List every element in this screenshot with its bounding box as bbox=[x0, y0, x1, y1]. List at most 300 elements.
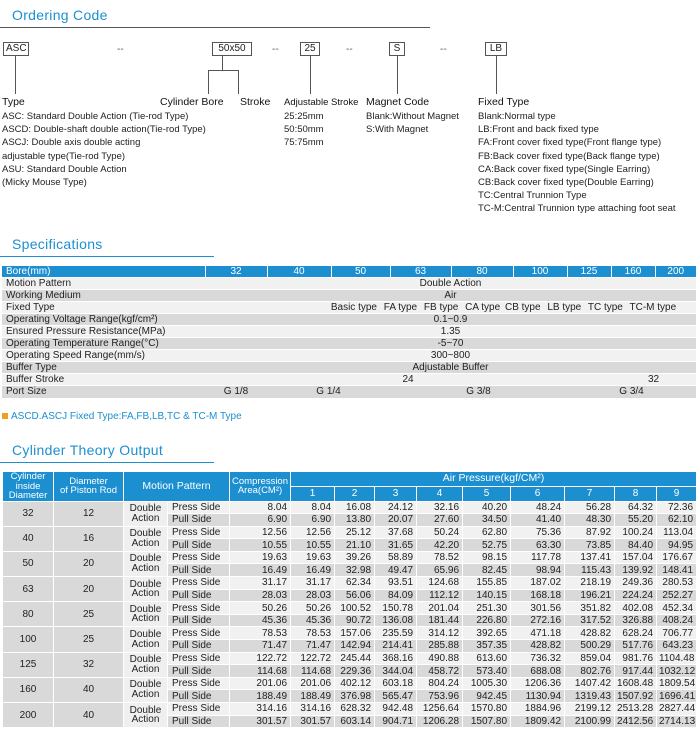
press-value: 402.12 bbox=[335, 677, 375, 690]
rod-cell: 32 bbox=[54, 652, 124, 677]
spec-value: Adjustable Buffer bbox=[205, 362, 696, 374]
pull-value: 408.24 bbox=[657, 614, 697, 627]
press-value: 40.20 bbox=[463, 501, 511, 514]
press-value: 72.36 bbox=[657, 501, 697, 514]
press-value: 368.16 bbox=[375, 652, 417, 665]
press-value: 37.68 bbox=[375, 526, 417, 539]
press-value: 187.02 bbox=[511, 577, 565, 590]
rod-header-line: Diameter bbox=[69, 475, 108, 487]
spec-port: G 1/4 bbox=[267, 386, 390, 398]
theory-row-press bbox=[3, 652, 697, 665]
pull-value: 45.36 bbox=[291, 614, 335, 627]
rod-cell: 40 bbox=[54, 703, 124, 728]
motion-line: Action bbox=[131, 613, 160, 625]
pull-value: 32.98 bbox=[335, 564, 375, 577]
pull-value: 31.65 bbox=[375, 539, 417, 552]
pull-value: 16.49 bbox=[291, 564, 335, 577]
type-heading: Type bbox=[2, 96, 25, 108]
pull-value: 16.49 bbox=[230, 564, 291, 577]
press-value: 1104.48 bbox=[657, 652, 697, 665]
area-header-line: Area(CM²) bbox=[237, 485, 283, 497]
press-side-label: Press Side bbox=[168, 551, 230, 564]
press-value: 19.63 bbox=[291, 551, 335, 564]
pressure-col: 1 bbox=[291, 486, 335, 501]
press-value: 428.82 bbox=[565, 627, 615, 640]
motion-cell bbox=[124, 652, 168, 677]
press-value: 93.51 bbox=[375, 577, 417, 590]
press-value: 176.67 bbox=[657, 551, 697, 564]
specifications-rule bbox=[0, 256, 214, 257]
press-value: 50.26 bbox=[291, 602, 335, 615]
spec-bore: 32 bbox=[205, 266, 267, 278]
bore-cell: 200 bbox=[3, 703, 54, 728]
press-value: 75.36 bbox=[511, 526, 565, 539]
press-value: 122.72 bbox=[291, 652, 335, 665]
connector-bore-stem bbox=[222, 56, 223, 70]
pull-value: 1319.43 bbox=[565, 690, 615, 703]
bore-cell: 63 bbox=[3, 577, 54, 602]
spec-value: Double Action bbox=[205, 278, 696, 290]
motion-cell bbox=[124, 501, 168, 526]
motion-cell bbox=[124, 602, 168, 627]
rod-cell: 20 bbox=[54, 551, 124, 576]
spec-header-label: Bore(mm) bbox=[2, 266, 205, 278]
pull-value: 56.06 bbox=[335, 589, 375, 602]
press-value: 157.06 bbox=[335, 627, 375, 640]
pull-value: 2412.56 bbox=[615, 715, 657, 728]
pull-value: 112.12 bbox=[417, 589, 463, 602]
pull-value: 62.10 bbox=[657, 514, 697, 527]
press-value: 249.36 bbox=[615, 577, 657, 590]
motion-cell bbox=[124, 703, 168, 728]
theory-row-press bbox=[3, 501, 697, 514]
spec-label: Buffer Type bbox=[2, 362, 205, 374]
press-value: 117.78 bbox=[511, 551, 565, 564]
press-value: 452.34 bbox=[657, 602, 697, 615]
fixed-type-item: CA type bbox=[465, 302, 501, 313]
pull-value: 753.96 bbox=[417, 690, 463, 703]
press-value: 64.32 bbox=[615, 501, 657, 514]
press-value: 402.08 bbox=[615, 602, 657, 615]
press-value: 1608.48 bbox=[615, 677, 657, 690]
theory-row-press bbox=[3, 703, 697, 716]
adj-stroke-line: 25:25mm bbox=[284, 111, 324, 122]
press-value: 58.89 bbox=[375, 551, 417, 564]
press-value: 981.76 bbox=[615, 652, 657, 665]
press-value: 78.53 bbox=[291, 627, 335, 640]
press-value: 8.04 bbox=[291, 501, 335, 514]
press-value: 12.56 bbox=[230, 526, 291, 539]
pull-value: 285.88 bbox=[417, 640, 463, 653]
press-value: 50.24 bbox=[417, 526, 463, 539]
pull-value: 688.08 bbox=[511, 665, 565, 678]
press-value: 122.72 bbox=[230, 652, 291, 665]
spec-value: Air bbox=[205, 290, 696, 302]
pull-value: 34.50 bbox=[463, 514, 511, 527]
press-value: 39.26 bbox=[335, 551, 375, 564]
pull-side-label: Pull Side bbox=[168, 690, 230, 703]
motion-line: Action bbox=[131, 714, 160, 726]
pull-value: 115.43 bbox=[565, 564, 615, 577]
press-value: 56.28 bbox=[565, 501, 615, 514]
pull-value: 140.15 bbox=[463, 589, 511, 602]
fixed-type-note bbox=[2, 411, 242, 422]
code-dash-4: -- bbox=[440, 44, 447, 55]
pull-value: 6.90 bbox=[291, 514, 335, 527]
pull-value: 224.24 bbox=[615, 589, 657, 602]
spec-bore: 50 bbox=[331, 266, 390, 278]
pull-value: 49.47 bbox=[375, 564, 417, 577]
press-value: 280.53 bbox=[657, 577, 697, 590]
spec-row bbox=[2, 338, 696, 350]
stroke-heading: Stroke bbox=[240, 96, 271, 108]
type-line: (Micky Mouse Type) bbox=[2, 177, 87, 189]
pull-value: 98.94 bbox=[511, 564, 565, 577]
fixed-line: CA:Back cover fixed type(Single Earring) bbox=[478, 163, 651, 175]
pull-value: 357.35 bbox=[463, 640, 511, 653]
spec-row bbox=[2, 362, 696, 374]
press-value: 62.34 bbox=[335, 577, 375, 590]
press-value: 351.82 bbox=[565, 602, 615, 615]
press-value: 12.56 bbox=[291, 526, 335, 539]
motion-header: Motion Pattern bbox=[124, 472, 230, 502]
type-line: ASCJ: Double axis double acting bbox=[2, 137, 141, 149]
motion-cell bbox=[124, 526, 168, 551]
pull-value: 114.68 bbox=[230, 665, 291, 678]
connector-adj-stroke bbox=[310, 56, 311, 94]
pull-side-label: Pull Side bbox=[168, 640, 230, 653]
fixed-type-item: FA type bbox=[383, 302, 418, 313]
pull-side-label: Pull Side bbox=[168, 589, 230, 602]
press-value: 235.59 bbox=[375, 627, 417, 640]
press-value: 62.80 bbox=[463, 526, 511, 539]
spec-port: G 1/8 bbox=[205, 386, 267, 398]
bore-heading: Cylinder Bore bbox=[160, 96, 224, 108]
theory-row-press bbox=[3, 677, 697, 690]
pull-value: 52.75 bbox=[463, 539, 511, 552]
pull-value: 10.55 bbox=[230, 539, 291, 552]
spec-row bbox=[2, 278, 696, 290]
motion-line: Action bbox=[131, 663, 160, 675]
spec-label: Operating Speed Range(mm/s) bbox=[2, 350, 205, 362]
pull-value: 458.72 bbox=[417, 665, 463, 678]
pull-value: 196.21 bbox=[565, 589, 615, 602]
fixed-heading: Fixed Type bbox=[478, 96, 530, 108]
press-value: 392.65 bbox=[463, 627, 511, 640]
pull-value: 517.76 bbox=[615, 640, 657, 653]
press-value: 736.32 bbox=[511, 652, 565, 665]
press-value: 157.04 bbox=[615, 551, 657, 564]
pull-value: 10.55 bbox=[291, 539, 335, 552]
rod-header bbox=[54, 472, 124, 502]
theory-row-press bbox=[3, 602, 697, 615]
press-value: 31.17 bbox=[291, 577, 335, 590]
pull-value: 252.27 bbox=[657, 589, 697, 602]
pull-value: 188.49 bbox=[230, 690, 291, 703]
pull-value: 48.30 bbox=[565, 514, 615, 527]
pull-value: 802.76 bbox=[565, 665, 615, 678]
press-value: 628.32 bbox=[335, 703, 375, 716]
press-value: 98.15 bbox=[463, 551, 511, 564]
pull-value: 181.44 bbox=[417, 614, 463, 627]
spec-value: 1.35 bbox=[205, 326, 696, 338]
press-value: 50.26 bbox=[230, 602, 291, 615]
press-value: 78.52 bbox=[417, 551, 463, 564]
pressure-col: 5 bbox=[463, 486, 511, 501]
pull-value: 42.20 bbox=[417, 539, 463, 552]
rod-cell: 12 bbox=[54, 501, 124, 526]
press-side-label: Press Side bbox=[168, 501, 230, 514]
motion-line: Double bbox=[129, 654, 162, 666]
pressure-col: 3 bbox=[375, 486, 417, 501]
magnet-line: Blank:Without Magnet bbox=[366, 111, 459, 122]
code-box-adj-stroke: 25 bbox=[300, 42, 320, 56]
spec-fixed-types bbox=[205, 302, 696, 314]
press-value: 155.85 bbox=[463, 577, 511, 590]
magnet-list bbox=[366, 110, 459, 136]
press-value: 942.48 bbox=[375, 703, 417, 716]
type-line: ASU: Standard Double Action bbox=[2, 163, 127, 175]
theory-table bbox=[2, 471, 697, 728]
type-line: adjustable type(Tie-rod Type) bbox=[2, 150, 126, 162]
rod-cell: 20 bbox=[54, 577, 124, 602]
theory-header-row bbox=[3, 472, 697, 487]
pull-value: 917.44 bbox=[615, 665, 657, 678]
pull-value: 71.47 bbox=[230, 640, 291, 653]
bore-header bbox=[3, 472, 54, 502]
press-value: 16.08 bbox=[335, 501, 375, 514]
spec-label: Fixed Type bbox=[2, 302, 205, 314]
fixed-list bbox=[478, 110, 676, 216]
press-value: 19.63 bbox=[230, 551, 291, 564]
press-value: 314.16 bbox=[291, 703, 335, 716]
pull-value: 13.80 bbox=[335, 514, 375, 527]
motion-cell bbox=[124, 551, 168, 576]
fixed-line: FA:Front cover fixed type(Front flange type) bbox=[478, 137, 662, 149]
pull-value: 27.60 bbox=[417, 514, 463, 527]
motion-line: Double bbox=[129, 503, 162, 514]
motion-line: Double bbox=[129, 528, 162, 540]
motion-line: Action bbox=[131, 512, 160, 524]
area-header bbox=[230, 472, 291, 502]
bore-cell: 160 bbox=[3, 677, 54, 702]
connector-type bbox=[15, 56, 16, 94]
pull-value: 229.36 bbox=[335, 665, 375, 678]
pressure-col: 7 bbox=[565, 486, 615, 501]
spec-value: -5~70 bbox=[205, 338, 696, 350]
rod-cell: 25 bbox=[54, 627, 124, 652]
connector-fixed bbox=[496, 56, 497, 94]
press-value: 490.88 bbox=[417, 652, 463, 665]
spec-bore: 80 bbox=[451, 266, 513, 278]
type-line: ASCD: Double-shaft double action(Tie-rod Type) bbox=[2, 124, 206, 136]
magnet-heading: Magnet Code bbox=[366, 96, 430, 108]
spec-bore: 160 bbox=[611, 266, 655, 278]
spec-row bbox=[2, 314, 696, 326]
motion-line: Double bbox=[129, 679, 162, 691]
spec-bore: 40 bbox=[267, 266, 331, 278]
pull-value: 55.20 bbox=[615, 514, 657, 527]
spec-label: Buffer Stroke bbox=[2, 374, 205, 386]
press-value: 603.18 bbox=[375, 677, 417, 690]
magnet-line: S:With Magnet bbox=[366, 124, 429, 136]
pull-value: 317.52 bbox=[565, 614, 615, 627]
fixed-line: TC-M:Central Trunnion type attaching foot seat bbox=[478, 203, 676, 215]
pull-value: 82.45 bbox=[463, 564, 511, 577]
pressure-header: Air Pressure(kgf/CM²) bbox=[291, 472, 697, 487]
pull-value: 2714.13 bbox=[657, 715, 697, 728]
press-value: 78.53 bbox=[230, 627, 291, 640]
pull-value: 500.29 bbox=[565, 640, 615, 653]
pull-value: 226.80 bbox=[463, 614, 511, 627]
adj-stroke-line: 75:75mm bbox=[284, 137, 324, 149]
spec-label: Ensured Pressure Resistance(MPa) bbox=[2, 326, 205, 338]
fixed-line: TC:Central Trunnion Type bbox=[478, 190, 587, 202]
pull-value: 603.14 bbox=[335, 715, 375, 728]
spec-row bbox=[2, 290, 696, 302]
pull-value: 139.92 bbox=[615, 564, 657, 577]
pressure-col: 8 bbox=[615, 486, 657, 501]
pull-value: 142.94 bbox=[335, 640, 375, 653]
bore-cell: 50 bbox=[3, 551, 54, 576]
press-value: 31.17 bbox=[230, 577, 291, 590]
pressure-col: 4 bbox=[417, 486, 463, 501]
theory-row-press bbox=[3, 551, 697, 564]
specifications-title: Specifications bbox=[12, 236, 103, 252]
spec-label: Operating Temperature Range(°C) bbox=[2, 338, 205, 350]
pull-value: 565.47 bbox=[375, 690, 417, 703]
spec-header-row bbox=[2, 266, 696, 278]
pull-value: 1809.42 bbox=[511, 715, 565, 728]
spec-value: 24 bbox=[205, 374, 611, 386]
motion-line: Action bbox=[131, 588, 160, 600]
bore-cell: 80 bbox=[3, 602, 54, 627]
press-value: 2513.28 bbox=[615, 703, 657, 716]
press-value: 804.24 bbox=[417, 677, 463, 690]
press-side-label: Press Side bbox=[168, 526, 230, 539]
connector-bore-split bbox=[208, 70, 238, 71]
spec-row bbox=[2, 302, 696, 314]
pull-value: 90.72 bbox=[335, 614, 375, 627]
code-box-magnet: S bbox=[389, 42, 405, 56]
spec-port: G 3/8 bbox=[390, 386, 567, 398]
press-value: 150.78 bbox=[375, 602, 417, 615]
press-value: 218.19 bbox=[565, 577, 615, 590]
fixed-type-item: TC type bbox=[587, 302, 623, 313]
press-value: 628.24 bbox=[615, 627, 657, 640]
motion-line: Double bbox=[129, 603, 162, 615]
theory-row-press bbox=[3, 627, 697, 640]
motion-line: Double bbox=[129, 628, 162, 640]
pressure-col: 9 bbox=[657, 486, 697, 501]
pull-side-label: Pull Side bbox=[168, 539, 230, 552]
motion-line: Double bbox=[129, 578, 162, 590]
fixed-type-item: LB type bbox=[547, 302, 582, 313]
press-value: 314.16 bbox=[230, 703, 291, 716]
pull-value: 6.90 bbox=[230, 514, 291, 527]
press-value: 124.68 bbox=[417, 577, 463, 590]
spec-bore: 100 bbox=[513, 266, 567, 278]
pull-value: 20.07 bbox=[375, 514, 417, 527]
pull-value: 71.47 bbox=[291, 640, 335, 653]
pull-value: 1130.94 bbox=[511, 690, 565, 703]
bore-header-line: Cylinder bbox=[10, 471, 46, 482]
motion-line: Action bbox=[131, 537, 160, 549]
pull-value: 84.09 bbox=[375, 589, 417, 602]
type-list bbox=[2, 110, 206, 189]
press-value: 113.04 bbox=[657, 526, 697, 539]
bore-cell: 100 bbox=[3, 627, 54, 652]
rod-cell: 40 bbox=[54, 677, 124, 702]
pull-value: 1206.28 bbox=[417, 715, 463, 728]
pull-value: 1032.12 bbox=[657, 665, 697, 678]
press-value: 471.18 bbox=[511, 627, 565, 640]
connector-stroke bbox=[238, 70, 239, 94]
press-value: 1005.30 bbox=[463, 677, 511, 690]
theory-body bbox=[3, 501, 697, 728]
fixed-line: Blank:Normal type bbox=[478, 111, 556, 122]
pull-value: 376.98 bbox=[335, 690, 375, 703]
bore-cell: 125 bbox=[3, 652, 54, 677]
bore-header-line: Diameter bbox=[8, 490, 48, 501]
pull-value: 301.57 bbox=[230, 715, 291, 728]
pull-value: 344.04 bbox=[375, 665, 417, 678]
type-line: ASC: Standard Double Action (Tie-rod Type) bbox=[2, 111, 189, 122]
motion-line: Action bbox=[131, 562, 160, 574]
press-value: 2199.12 bbox=[565, 703, 615, 716]
bore-header-line: inside bbox=[15, 480, 41, 492]
press-value: 100.24 bbox=[615, 526, 657, 539]
press-value: 32.16 bbox=[417, 501, 463, 514]
rod-cell: 16 bbox=[54, 526, 124, 551]
rod-cell: 25 bbox=[54, 602, 124, 627]
pull-value: 168.18 bbox=[511, 589, 565, 602]
spec-label: Motion Pattern bbox=[2, 278, 205, 290]
fixed-type-item: Basic type bbox=[330, 302, 377, 313]
pull-value: 148.41 bbox=[657, 564, 697, 577]
pull-value: 1507.80 bbox=[463, 715, 511, 728]
note-bullet-icon bbox=[2, 413, 8, 419]
code-box-bore-stroke: 50x50 bbox=[212, 42, 252, 56]
pull-value: 301.57 bbox=[291, 715, 335, 728]
press-value: 25.12 bbox=[335, 526, 375, 539]
adj-stroke-list bbox=[284, 110, 324, 150]
code-dash-2: -- bbox=[272, 44, 279, 55]
pull-value: 942.45 bbox=[463, 690, 511, 703]
pull-value: 65.96 bbox=[417, 564, 463, 577]
code-box-fixed: LB bbox=[485, 42, 507, 56]
pull-value: 643.23 bbox=[657, 640, 697, 653]
specifications-table bbox=[2, 265, 696, 398]
pull-side-label: Pull Side bbox=[168, 564, 230, 577]
press-value: 1884.96 bbox=[511, 703, 565, 716]
press-value: 613.60 bbox=[463, 652, 511, 665]
bore-cell: 32 bbox=[3, 501, 54, 526]
pull-value: 41.40 bbox=[511, 514, 565, 527]
connector-magnet bbox=[397, 56, 398, 94]
motion-cell bbox=[124, 577, 168, 602]
ordering-code-rule bbox=[0, 27, 430, 28]
pressure-col: 2 bbox=[335, 486, 375, 501]
pull-value: 136.08 bbox=[375, 614, 417, 627]
ordering-code-title: Ordering Code bbox=[12, 7, 108, 23]
theory-row-press bbox=[3, 526, 697, 539]
fixed-line: CB:Back cover fixed type(Double Earring) bbox=[478, 177, 654, 189]
pull-value: 904.71 bbox=[375, 715, 417, 728]
press-value: 87.92 bbox=[565, 526, 615, 539]
spec-label: Working Medium bbox=[2, 290, 205, 302]
note-text: ASCD.ASCJ Fixed Type:FA,FB,LB,TC & TC-M Type bbox=[11, 411, 242, 422]
